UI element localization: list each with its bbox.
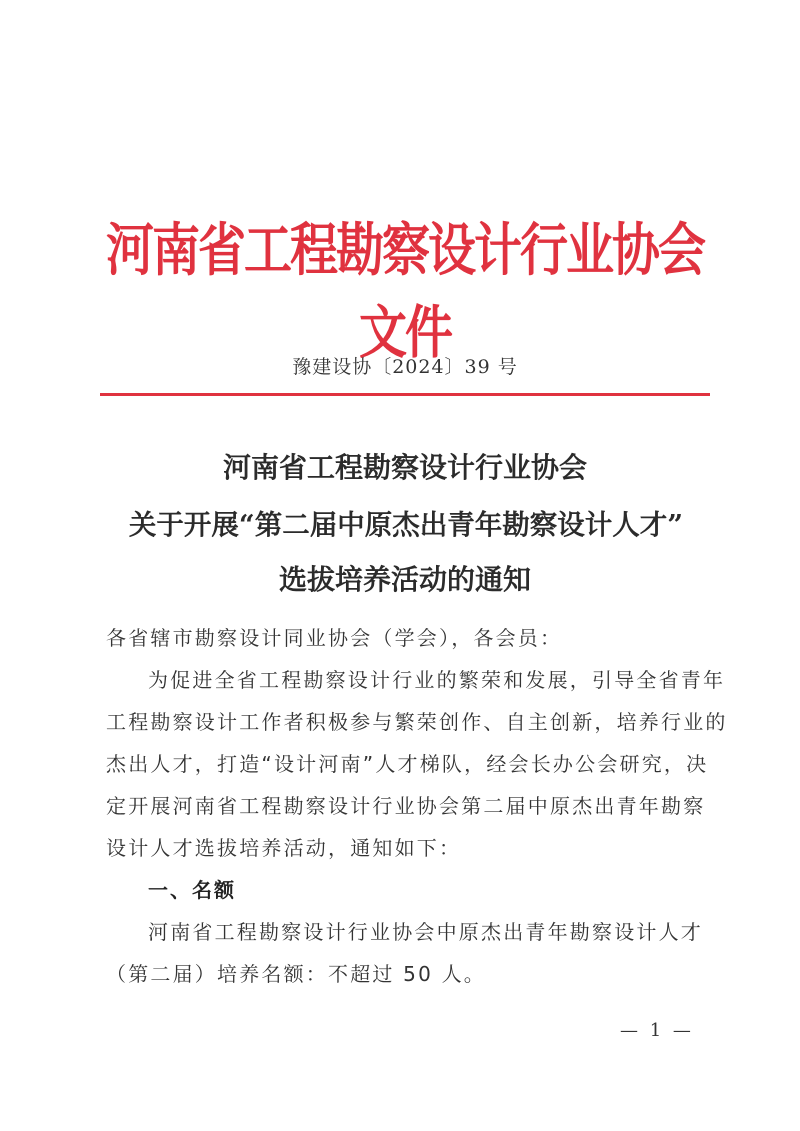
masthead-title: 河南省工程勘察设计行业协会文件 bbox=[105, 217, 704, 367]
paragraph-line: 杰出人才，打造“设计河南”人才梯队，经会长办公会研究，决 bbox=[106, 752, 709, 776]
salutation: 各省辖市勘察设计同业协会（学会），各会员： bbox=[106, 626, 563, 650]
notice-title-line-3: 选拔培养活动的通知 bbox=[278, 563, 531, 596]
paragraph-line: 定开展河南省工程勘察设计行业协会第二届中原杰出青年勘察 bbox=[106, 794, 706, 818]
red-divider bbox=[100, 393, 710, 396]
document-number: 豫建设协〔2024〕39 号 bbox=[292, 356, 518, 378]
paragraph-line: 河南省工程勘察设计行业协会中原杰出青年勘察设计人才 bbox=[148, 920, 703, 944]
notice-title-line-1: 河南省工程勘察设计行业协会 bbox=[222, 451, 587, 484]
page-number: — 1 — bbox=[620, 1020, 694, 1041]
section-heading: 一、名额 bbox=[148, 878, 236, 902]
paragraph-line: 工程勘察设计工作者积极参与繁荣创作、自主创新，培养行业的 bbox=[106, 710, 728, 734]
notice-title-line-2: 关于开展“第二届中原杰出青年勘察设计人才” bbox=[128, 509, 684, 541]
paragraph-line: 为促进全省工程勘察设计行业的繁荣和发展，引导全省青年 bbox=[148, 668, 726, 692]
paragraph-line: （第二届）培养名额：不超过 50 人。 bbox=[106, 962, 486, 986]
paragraph-line: 设计人才选拔培养活动，通知如下： bbox=[106, 836, 462, 860]
